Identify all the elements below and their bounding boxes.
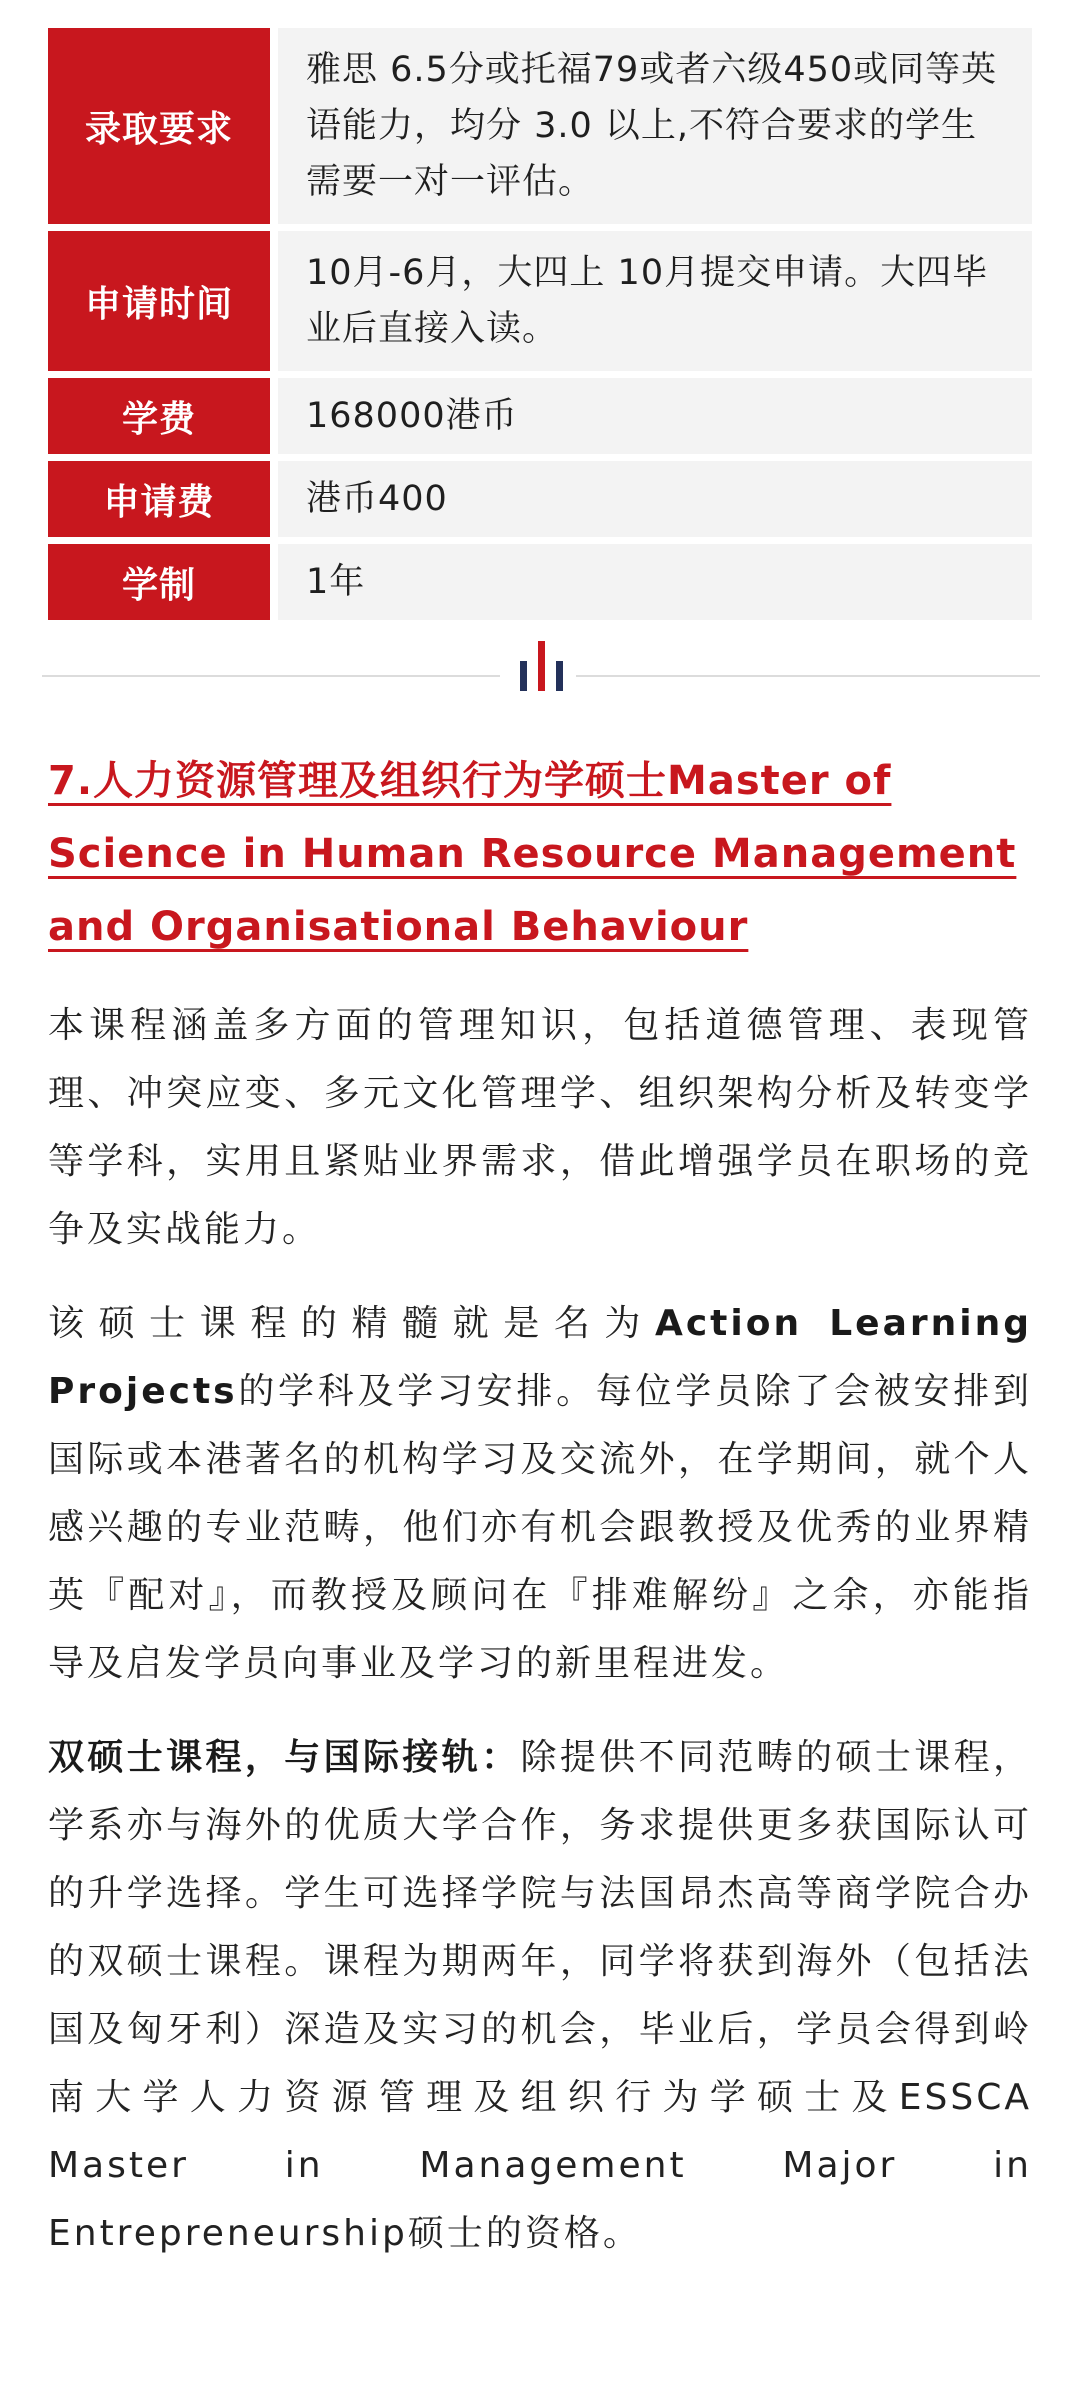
table-row xyxy=(48,231,1032,371)
program-info-table xyxy=(48,21,1032,627)
row-value-duration: 1年 xyxy=(278,544,1032,620)
action-learning-paragraph xyxy=(48,1290,1032,1698)
row-key-tuition: 学费 xyxy=(48,378,270,454)
row-value-tuition: 168000港币 xyxy=(278,378,1032,454)
divider-line-right xyxy=(576,675,1040,677)
row-key-duration: 学制 xyxy=(48,544,270,620)
program-title-link[interactable]: 7.人力资源管理及组织行为学硕士Master of Science in Human Resource Management and Organisational Behaviour xyxy=(48,758,1017,950)
divider-bar xyxy=(538,641,545,691)
row-key-admission: 录取要求 xyxy=(48,28,270,224)
divider-bar xyxy=(520,661,527,691)
table-row xyxy=(48,378,1032,454)
paragraph-text: 该硕士课程的精髓就是名为 xyxy=(48,1303,655,1344)
paragraph-text: 除提供不同范畴的硕士课程，学系亦与海外的优质大学合作，务求提供更多获国际认可的升学选择。学生可选择学院与法国昂杰高等商学院合办的双硕士课程。课程为期两年，同学将获到海外（包括法国及匈牙利）深造及实习的机会，毕业后，学员会得到岭南大学人力资源管理及组织行为学硕士及ESSCA Master in Management Major in Entrepreneurship硕士的资格。 xyxy=(48,1737,1032,2254)
dual-degree-paragraph xyxy=(48,1724,1032,2268)
divider-bars-icon xyxy=(520,639,568,691)
divider-bar xyxy=(556,661,563,691)
row-value-admission: 雅思 6.5分或托福79或者六级450或同等英语能力，均分 3.0 以上,不符合要求的学生需要一对一评估。 xyxy=(278,28,1032,224)
table-row xyxy=(48,28,1032,224)
row-value-apply-fee: 港币400 xyxy=(278,461,1032,537)
row-key-apply-fee: 申请费 xyxy=(48,461,270,537)
row-value-apply-time: 10月-6月，大四上 10月提交申请。大四毕业后直接入读。 xyxy=(278,231,1032,371)
action-learning-emphasis: Action Learning Projects xyxy=(48,1303,1032,1412)
paragraph-text: 的学科及学习安排。每位学员除了会被安排到国际或本港著名的机构学习及交流外，在学期间，就个人感兴趣的专业范畴，他们亦有机会跟教授及优秀的业界精英『配对』，而教授及顾问在『排难解纷』之余，亦能指导及启发学员向事业及学习的新里程进发。 xyxy=(48,1371,1032,1684)
table-row xyxy=(48,544,1032,620)
divider-line-left xyxy=(42,675,500,677)
dual-degree-emphasis: 双硕士课程，与国际接轨： xyxy=(48,1737,521,1778)
table-row xyxy=(48,461,1032,537)
section-divider xyxy=(48,639,1032,699)
row-key-apply-time: 申请时间 xyxy=(48,231,270,371)
program-intro-paragraph: 本课程涵盖多方面的管理知识，包括道德管理、表现管理、冲突应变、多元文化管理学、组织架构分析及转变学等学科，实用且紧贴业界需求，借此增强学员在职场的竞争及实战能力。 xyxy=(48,1005,1032,1250)
